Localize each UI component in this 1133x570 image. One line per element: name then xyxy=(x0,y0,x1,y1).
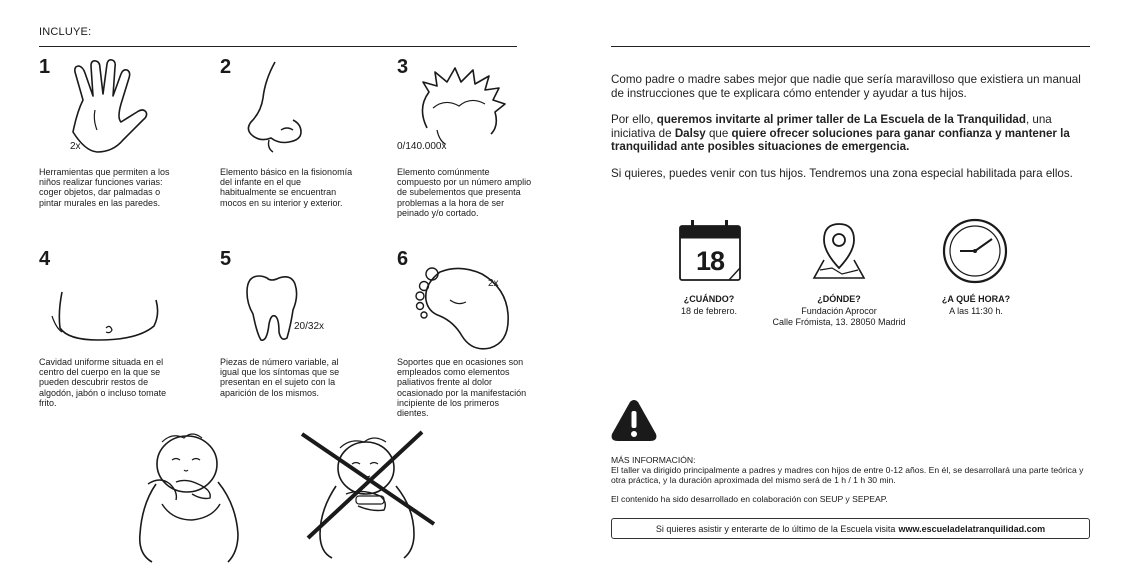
when-title: ¿CUÁNDO? xyxy=(683,294,735,304)
where-line-1: Fundación Aprocor xyxy=(801,306,877,316)
hair-icon xyxy=(415,68,525,148)
item-description: Cavidad uniforme situada en el centro del cuerpo en la que se pueden descubrir restos de algodón, jabón o incluso tomate frito. xyxy=(39,357,167,408)
item-number: 2 xyxy=(220,56,232,78)
tooth-icon xyxy=(245,274,305,344)
when-text: 18 de febrero. xyxy=(680,306,738,316)
clock-icon xyxy=(942,218,1008,284)
time-text: A las 11:30 h. xyxy=(949,306,1003,316)
nose-icon xyxy=(245,60,315,155)
item-description: Piezas de número variable, al igual que los síntomas que se presentan en el sujeto con la aparición de los mismos. xyxy=(220,357,340,398)
info-text: El taller va dirigido principalmente a padres y madres con hijos de entre 0-12 años. En él, se desarrollará una parte teórica y otra práctica, y la duración aproximada del mismo será de 1 h / 1 h 30 min. xyxy=(611,465,1084,486)
website-link[interactable]: www.escueladelatranquilidad.com xyxy=(898,523,1046,534)
item-annotation: 2x xyxy=(488,278,499,289)
item-description: Elemento comúnmente compuesto por un número amplio de subelementos que presenta problemas a la hora de ser peinado y/o cortado. xyxy=(397,167,532,218)
invitation-paragraph: Por ello, queremos invitarte al primer taller de La Escuela de la Tranquilidad, una iniciativa de Dalsy que quiere ofrecer soluciones para ganar confianza y mantener la tranquilidad ante posibles situaciones de emergencia. xyxy=(611,113,1070,154)
time-title: ¿A QUÉ HORA? xyxy=(941,294,1011,304)
item-description: Elemento básico en la fisionomía del infante en el que habitualmente se encuentran mocos en su interior y exterior. xyxy=(220,167,353,208)
item-number: 1 xyxy=(39,56,51,78)
item-description: Herramientas que permiten a los niños realizar funciones varias: coger objetos, dar palmadas o pintar murales en las paredes. xyxy=(39,167,170,208)
baby-with-object-crossed-illustration xyxy=(296,430,441,560)
footer-banner xyxy=(611,518,1090,539)
item-number: 3 xyxy=(397,56,409,78)
warning-icon xyxy=(610,399,658,443)
info-title: MÁS INFORMACIÓN: xyxy=(611,455,696,465)
item-number: 6 xyxy=(397,248,409,270)
where-line-2: Calle Frómista, 13. 28050 Madrid xyxy=(772,317,906,327)
item-description: Soportes que en ocasiones son empleados como elementos paliativos frente al dolor ocasionado por la manifestación incipiente de los primeros dientes. xyxy=(397,357,527,419)
location-pin-icon xyxy=(812,222,866,282)
item-annotation: 20/32x xyxy=(294,321,325,332)
where-title: ¿DÓNDE? xyxy=(817,294,861,304)
section-header: INCLUYE: xyxy=(39,26,92,38)
baby-hands-in-mouth-illustration xyxy=(132,424,252,564)
calendar-day: 18 xyxy=(695,246,725,276)
foot-icon xyxy=(410,262,520,352)
kids-paragraph: Si quieres, puedes venir con tus hijos. Tendremos una zona especial habilitada para ellos. xyxy=(611,167,1073,180)
collaboration-text: El contenido ha sido desarrollado en colaboración con SEUP y SEPEAP. xyxy=(611,494,888,504)
item-annotation: 0/140.000x xyxy=(397,141,447,152)
item-number: 5 xyxy=(220,248,232,270)
footer-text: Si quieres asistir y enterarte de lo último de la Escuela visita xyxy=(655,523,896,534)
item-annotation: 2x xyxy=(70,141,81,152)
belly-icon xyxy=(48,288,168,348)
item-number: 4 xyxy=(39,248,51,270)
divider xyxy=(39,46,517,47)
divider xyxy=(611,46,1090,47)
intro-paragraph: Como padre o madre sabes mejor que nadie que sería maravilloso que existiera un manual de instrucciones que te explicara cómo entender y ayudar a tus hijos. xyxy=(611,73,1081,100)
